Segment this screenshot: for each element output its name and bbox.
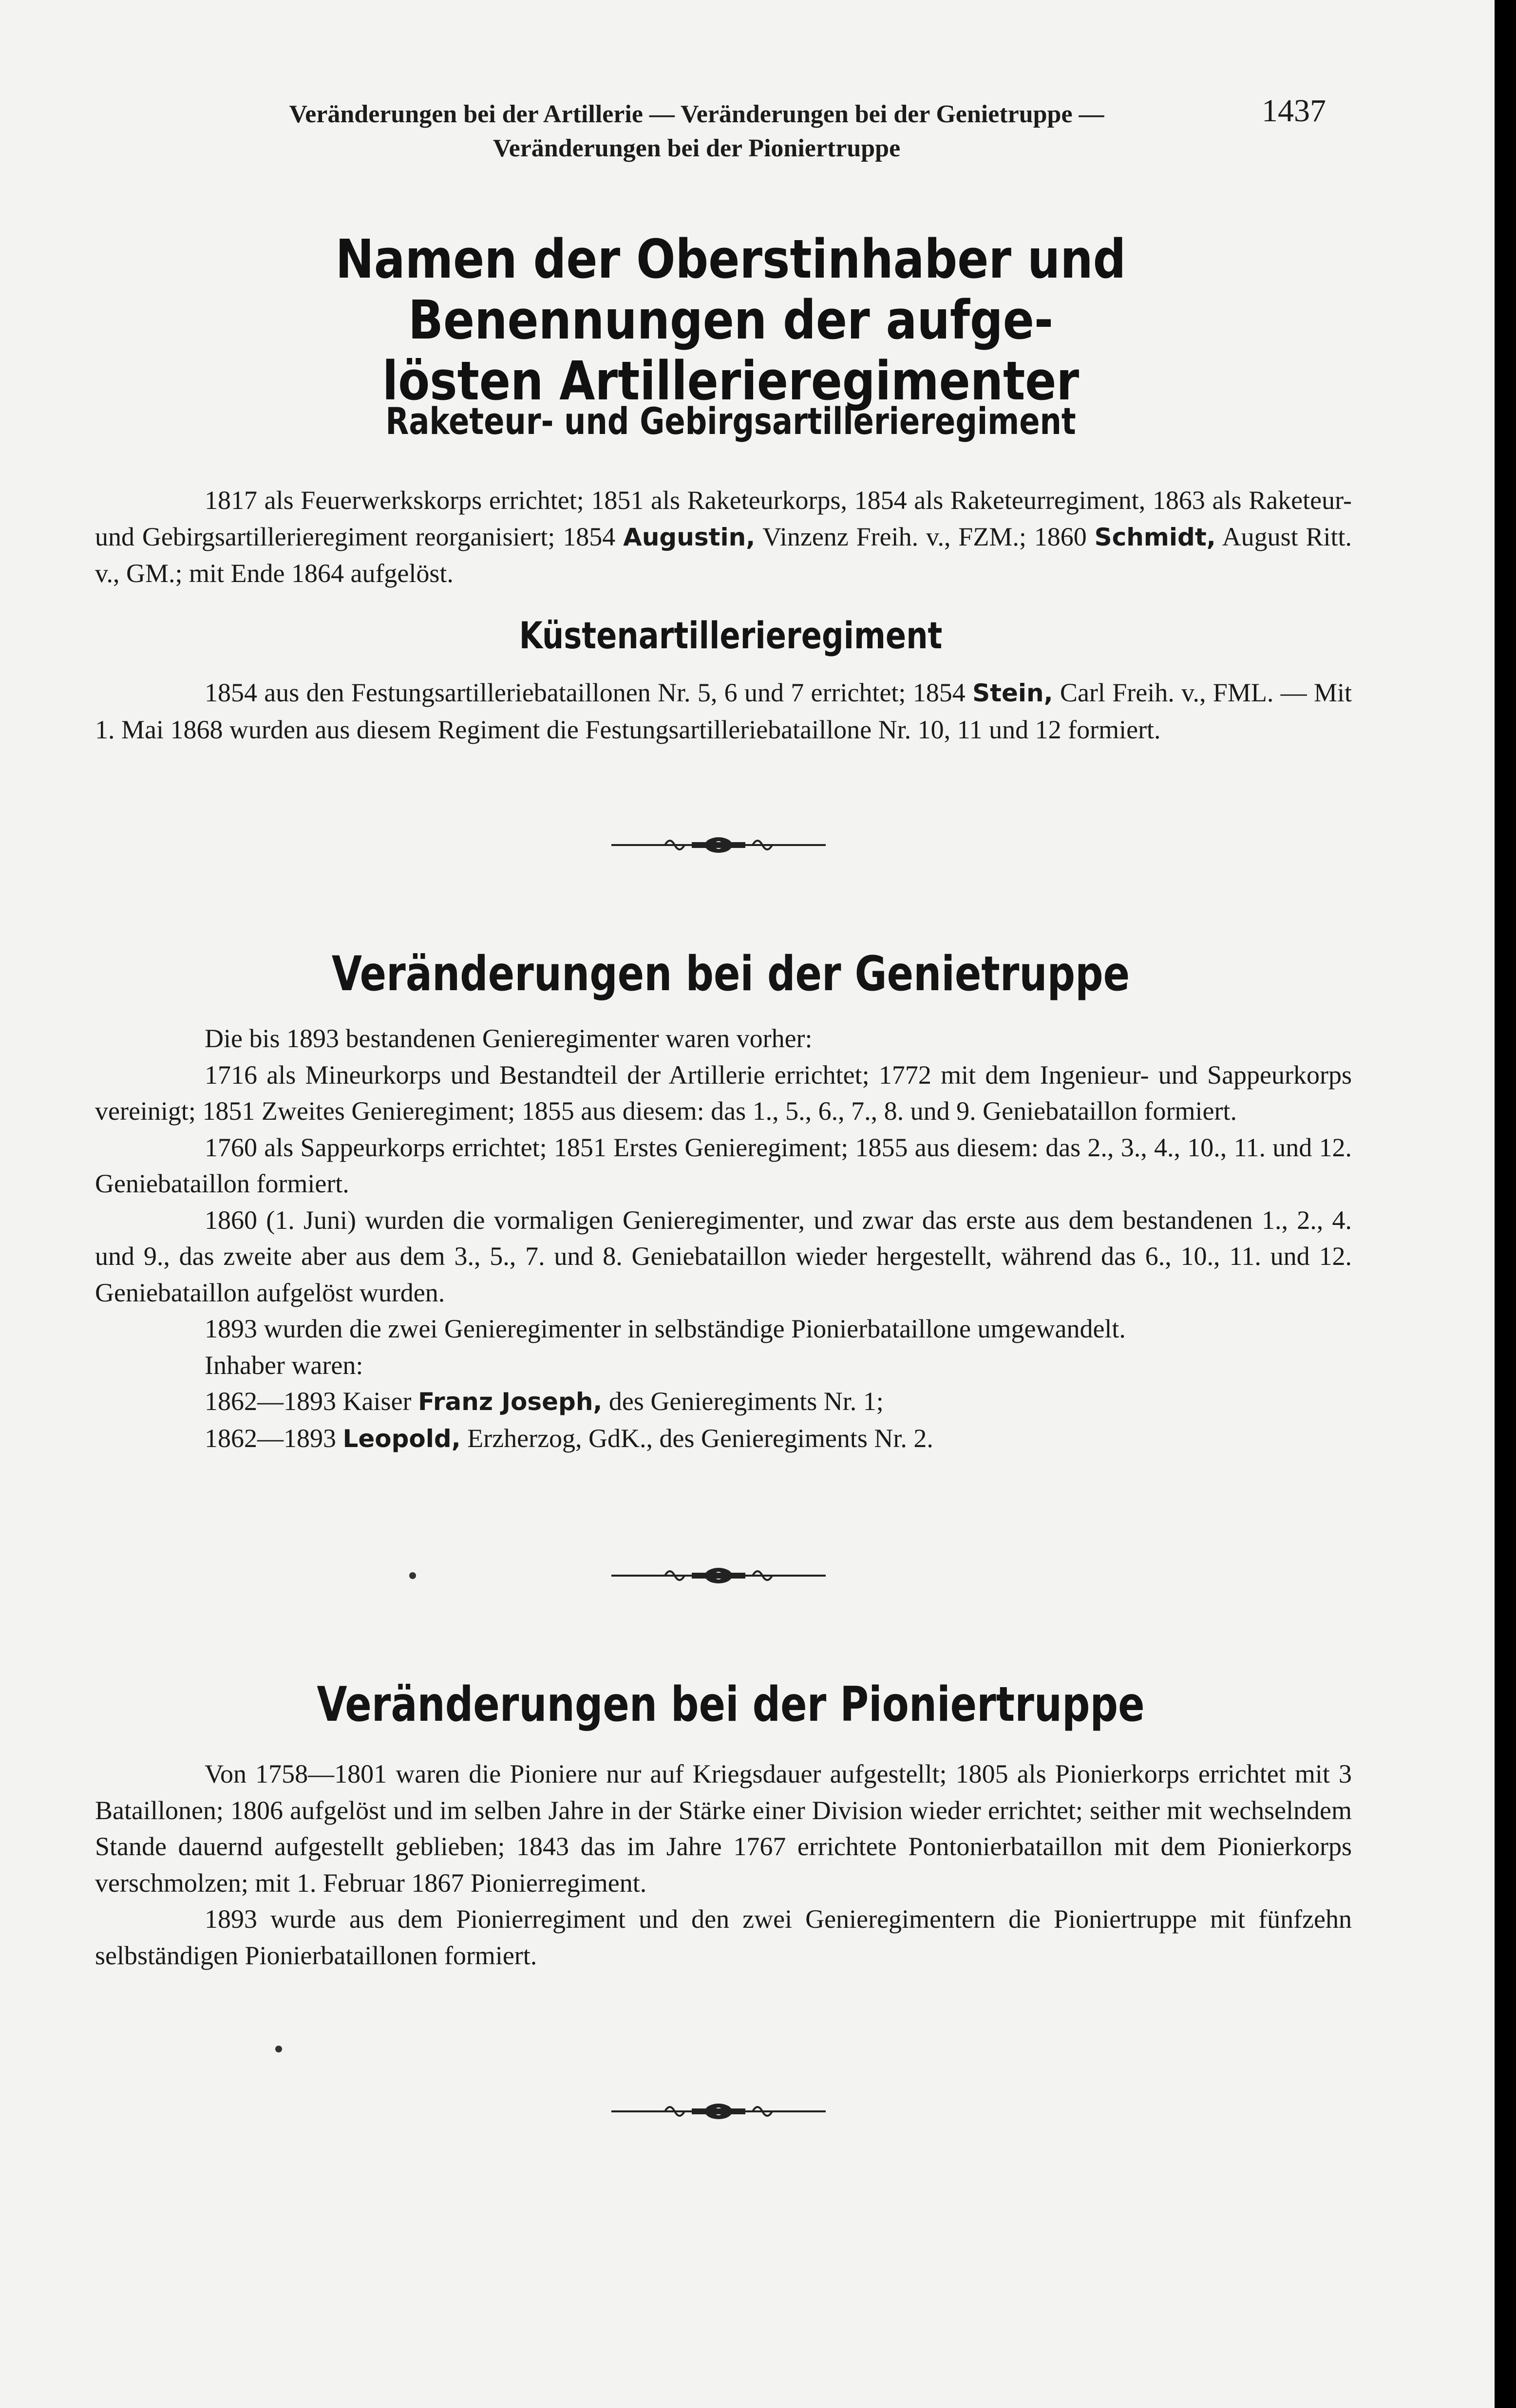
genie-paragraph-2: 1716 als Mineurkorps und Bestandteil der Artillerie errichtet; 1772 mit dem Ingenieur- und Sappeurkorps vereinigt; 1851 Zweites Genieregiment; 1855 aus diesem: das 1., 5., 6., 7., 8. und 9. Geniebataillon formiert. xyxy=(95,1060,1352,1126)
genie-inhaber-2-a: 1862—1893 xyxy=(205,1423,343,1453)
stray-dot xyxy=(275,2046,282,2052)
pionier-heading: Veränderungen bei der Pioniertruppe xyxy=(317,1677,1145,1732)
genie-paragraph-5: 1893 wurden die zwei Genieregimenter in selbständige Pionierbataillone umgewandelt. xyxy=(205,1314,1126,1343)
genie-heading: Veränderungen bei der Genietruppe xyxy=(331,946,1130,1002)
raketeur-text-1: 1817 als Feuerwerkskorps errichtet; 1851 als Raketeurkorps, 1854 als Raketeurregiment, 1863 als Raketeur- und Gebirgsartillerieregiment reorganisiert; 1854 xyxy=(95,486,1352,551)
kuesten-paragraph xyxy=(95,675,1352,748)
raketeur-heading: Raketeur- und Gebirgsartillerieregiment xyxy=(385,399,1076,443)
ornament-divider xyxy=(611,830,826,860)
main-title-line-2: lösten Artillerieregimenter xyxy=(382,350,1080,412)
pionier-paragraph-2: 1893 wurde aus dem Pionierregiment und den zwei Genieregimentern die Pioniertruppe mit fünfzehn selbständigen Pionierbataillonen formiert. xyxy=(95,1904,1352,1970)
genie-inhaber-1-a: 1862—1893 Kaiser xyxy=(205,1387,418,1416)
raketeur-text-3: August Ritt. v., GM.; mit Ende 1864 aufgelöst. xyxy=(95,522,1352,588)
stray-dot xyxy=(409,1572,416,1579)
name-schmidt: Schmidt, xyxy=(1094,523,1216,551)
pionier-body xyxy=(95,1756,1352,1974)
name-augustin: Augustin, xyxy=(623,523,756,551)
raketeur-paragraph xyxy=(95,482,1352,592)
kuesten-text-1: 1854 aus den Festungsartilleriebataillonen Nr. 5, 6 und 7 errichtet; 1854 xyxy=(205,678,973,707)
running-head-line-2: Veränderungen bei der Pioniertruppe xyxy=(493,134,901,162)
ornament-divider xyxy=(611,2097,826,2126)
page-number: 1437 xyxy=(1262,93,1326,129)
kuesten-text-2: Carl Freih. v., FML. — Mit 1. Mai 1868 wurden aus diesem Regiment die Festungsartilleriebataillone Nr. 10, 11 und 12 formiert. xyxy=(95,678,1352,744)
genie-paragraph-3: 1760 als Sappeurkorps errichtet; 1851 Erstes Genieregiment; 1855 aus diesem: das 2., 3., 4., 10., 11. und 12. Geniebataillon formiert. xyxy=(95,1132,1352,1198)
main-title-line-1: Namen der Oberstinhaber und Benennungen der aufge- xyxy=(335,228,1126,351)
genie-inhaber-2-b: Erzherzog, GdK., des Genieregiments Nr. 2. xyxy=(460,1423,933,1453)
genie-inhaber-1-b: des Genieregiments Nr. 1; xyxy=(602,1387,884,1416)
genie-inhaber-2 xyxy=(95,1420,1352,1457)
genie-paragraph-4: 1860 (1. Juni) wurden die vormaligen Genieregimenter, und zwar das erste aus dem bestandenen 1., 2., 4. und 9., das zweite aber aus dem 3., 5., 7. und 8. Geniebataillon wieder hergestellt, während das 6., 10., 11. und 12. Geniebataillon aufgelöst wurden. xyxy=(95,1205,1352,1307)
raketeur-text-2: Vinzenz Freih. v., FZM.; 1860 xyxy=(755,522,1095,551)
genie-paragraph-1: Die bis 1893 bestandenen Genieregimenter waren vorher: xyxy=(205,1024,813,1053)
name-franz-joseph: Franz Joseph, xyxy=(417,1388,603,1416)
name-stein: Stein, xyxy=(972,679,1053,707)
ornament-divider xyxy=(611,1561,826,1590)
running-head-line-1: Veränderungen bei der Artillerie — Veränderungen bei der Genietruppe — xyxy=(289,100,1104,128)
kuesten-heading: Küstenartillerieregiment xyxy=(519,614,943,657)
name-leopold: Leopold, xyxy=(342,1424,461,1453)
genie-paragraph-6: Inhaber waren: xyxy=(205,1350,363,1380)
genie-inhaber-1 xyxy=(95,1383,1352,1420)
main-title xyxy=(165,229,1296,412)
genie-body xyxy=(95,1020,1352,1457)
pionier-paragraph-1: Von 1758—1801 waren die Pioniere nur auf Kriegsdauer aufgestellt; 1805 als Pionierkorps errichtet mit 3 Bataillonen; 1806 aufgelöst und im selben Jahre in der Stärke einer Division wieder errichtet; seither mit wechselndem Stande dauernd aufgestellt geblieben; 1843 das im Jahre 1767 errichtete Pontonierbataillon mit dem Pionierkorps verschmolzen; mit 1. Februar 1867 Pionierregiment. xyxy=(95,1759,1352,1898)
running-head xyxy=(185,97,1208,166)
